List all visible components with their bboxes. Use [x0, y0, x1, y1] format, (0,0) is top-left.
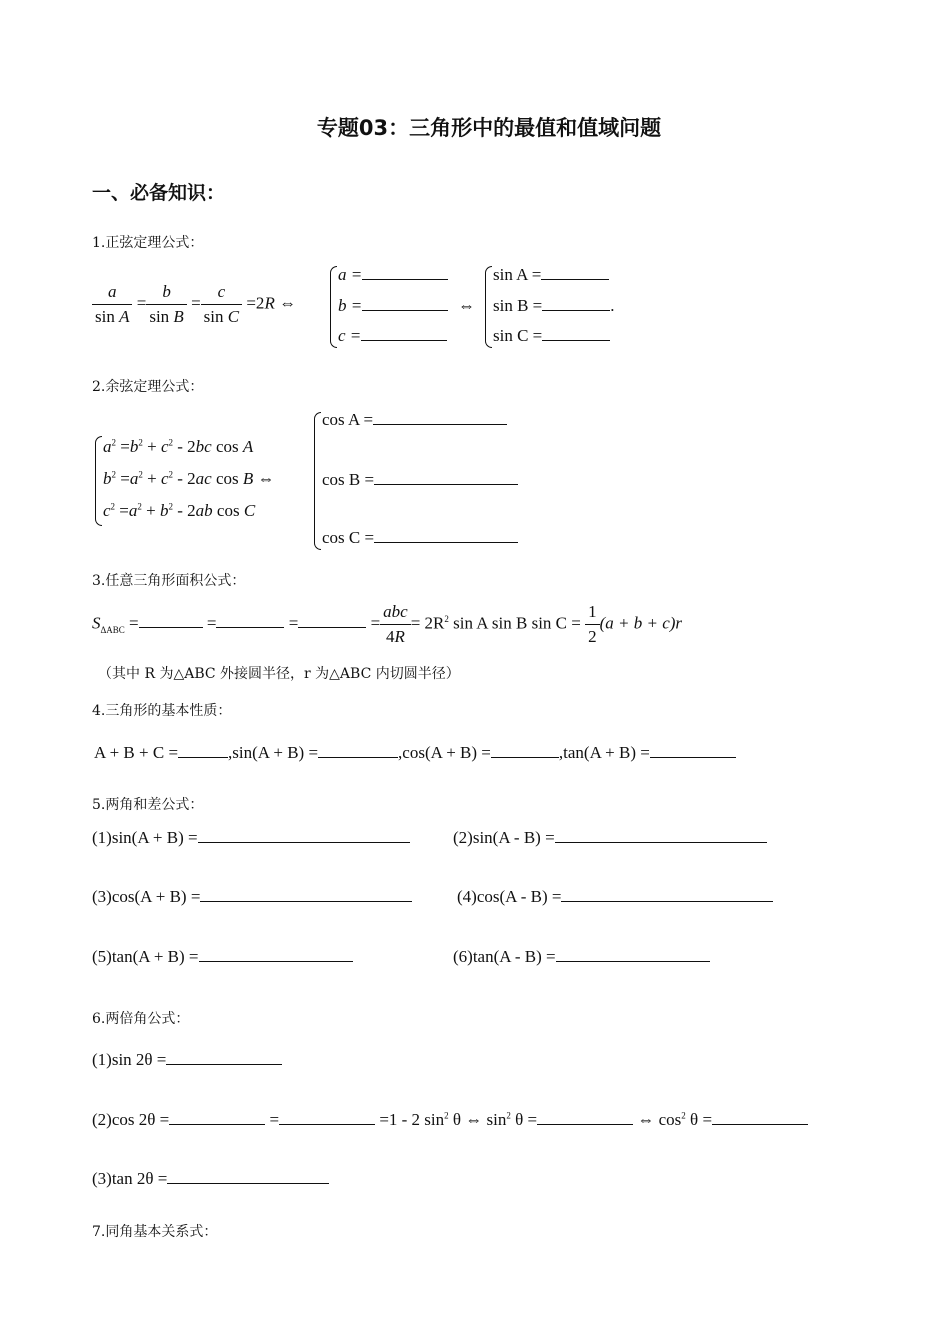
sine-sys1-a: a =: [338, 265, 448, 285]
cosine-sys-a: cos A =: [322, 410, 507, 430]
section-heading: 一、必备知识：: [92, 182, 226, 204]
sum-diff-4: (4)cos(A - B) =: [457, 887, 773, 907]
left-brace: [330, 266, 337, 348]
area-formula: $S_{\Delta ABC}$ = = = = $\frac{\text{abc}}{4R}$ = $2R^2$ sin A sin B sin C = $\frac{1}{2}$ (a + b + c)r: [92, 602, 683, 646]
item-7-label: 7.同角基本关系式：: [92, 1224, 218, 1240]
item-1-label: 1.正弦定理公式：: [92, 235, 204, 251]
cosine-sys-b: cos B =: [322, 470, 518, 490]
cosine-eq-a: $a^2 =b^2 + c^2 - 2bc$ cos A: [103, 437, 254, 456]
sine-sys1-c: c =: [338, 326, 447, 346]
item-6-label: 6.两倍角公式：: [92, 1011, 190, 1027]
item-2-label: 2.余弦定理公式：: [92, 379, 204, 395]
double-angle-3: (3)tan 2θ =: [92, 1169, 329, 1189]
double-angle-2: (2)cos 2θ = = =1 - 2 $\sin^2 \theta$ ⇔ $\sin^2 \theta$ = ⇔ $\cos^2 \theta$ =: [92, 1110, 808, 1130]
iff-symbol: ⇔: [458, 296, 475, 315]
left-brace: [95, 436, 102, 526]
cosine-sys-c: cos C =: [322, 528, 518, 548]
sum-diff-2: (2)sin(A - B) =: [453, 828, 767, 848]
left-brace: [485, 266, 492, 348]
sine-sys1-b: b =: [338, 296, 448, 316]
sum-diff-1: (1)sin(A + B) =: [92, 828, 410, 848]
area-note: （其中 R 为△ABC 外接圆半径，r 为△ABC 内切圆半径）: [98, 666, 460, 682]
sum-diff-3: (3)cos(A + B) =: [92, 887, 412, 907]
sine-sys2-b: sin B = .: [493, 296, 615, 315]
left-brace: [314, 412, 321, 550]
cosine-eq-b: $b^2 =a^2 + c^2 - 2ac$ cos B ⇔: [103, 469, 275, 488]
page-title: 专题03：三角形中的最值和值域问题: [316, 116, 662, 140]
sum-diff-6: (6)tan(A - B) =: [453, 947, 710, 967]
double-angle-1: (1)sin 2θ =: [92, 1050, 282, 1070]
item-4-label: 4.三角形的基本性质：: [92, 703, 232, 719]
cosine-eq-c: $c^2 =a^2 + b^2 - 2ab$ cos C: [103, 501, 256, 520]
sine-sys2-a: sin A =: [493, 265, 609, 285]
sine-law-lhs: $\frac{a}{\text{sin A}}$ = $\frac{b}{\text{sin B}}$ = $\frac{c}{\text{sin C}}$ =2R ⇔: [92, 282, 296, 327]
item-5-label: 5.两角和差公式：: [92, 797, 204, 813]
item-3-label: 3.任意三角形面积公式：: [92, 573, 246, 589]
sum-diff-5: (5)tan(A + B) =: [92, 947, 353, 967]
sine-sys2-c: sin C =: [493, 326, 610, 346]
basic-properties: A + B + C = ,sin(A + B) = ,cos(A + B) = ,tan(A + B) =: [94, 743, 736, 763]
